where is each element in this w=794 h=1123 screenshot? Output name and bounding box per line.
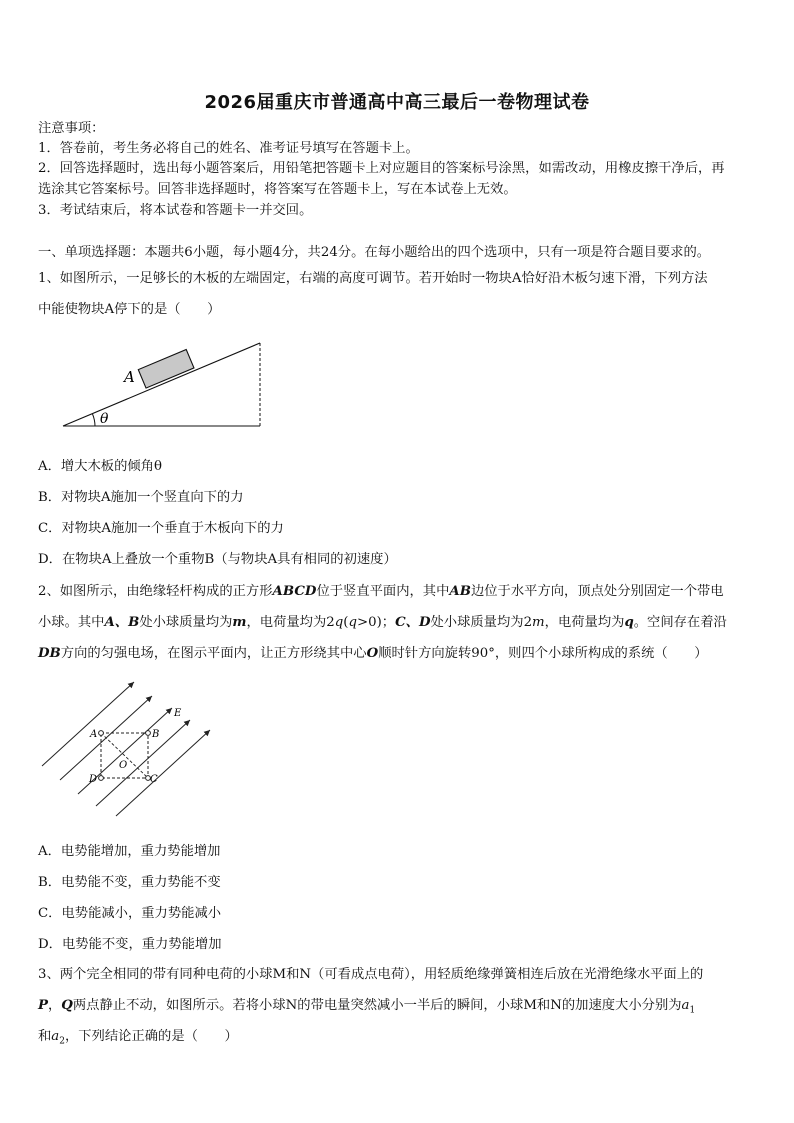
- block-a-label: A: [124, 368, 135, 386]
- q2-text: 处小球质量均为2: [430, 615, 533, 630]
- field-line-1: [42, 682, 134, 766]
- notice-item-2-cont: 选涂其它答案标号。回答非选择题时，将答案写在答题卡上，写在本试卷上无效。: [38, 182, 517, 197]
- q2-option-b: B．电势能不变，重力势能不变: [38, 875, 221, 890]
- q2-text: ，电荷量均为: [544, 615, 625, 630]
- q3-stem-line1: 3、两个完全相同的带有同种电荷的小球M和N（可看成点电荷），用轻质绝缘弹簧相连后放在光滑绝缘水平面上的: [38, 967, 704, 982]
- incline-figure: [58, 338, 278, 438]
- notice-item-1: 1．答卷前，考生务必将自己的姓名、准考证号填写在答题卡上。: [38, 141, 419, 156]
- q2-stem-line2: [38, 614, 758, 632]
- q2-option-c: C．电势能减小，重力势能减小: [38, 906, 222, 921]
- q2-text: q: [348, 615, 357, 630]
- q2-text: >0)；: [356, 615, 396, 630]
- q2-text: DB: [38, 646, 61, 661]
- ball-a: [99, 731, 104, 736]
- q2-text: ，电荷量均为2: [246, 615, 335, 630]
- q3-text: a: [681, 998, 690, 1013]
- q3-stem-line2: [38, 997, 758, 1020]
- angle-theta-label: θ: [100, 411, 109, 427]
- q3-text: 和: [38, 1029, 52, 1044]
- notice-heading: 注意事项：: [38, 121, 105, 136]
- q2-text: 2、如图所示，由绝缘轻杆构成的正方形: [38, 584, 273, 599]
- ball-b: [146, 731, 151, 736]
- q1-option-a: A．增大木板的倾角θ: [38, 459, 162, 474]
- q2-option-a: A．电势能增加，重力势能增加: [38, 844, 221, 859]
- field-line-5: [116, 730, 210, 816]
- q2-text: 顺时针方向旋转90°，则四个小球所构成的系统（ ）: [378, 646, 708, 661]
- q1-option-d: D．在物块A上叠放一个重物B（与物块A具有相同的初速度）: [38, 552, 397, 567]
- q2-text: 方向的匀强电场，在图示平面内，让正方形绕其中心: [60, 646, 367, 661]
- q2-option-d: D．电势能不变，重力势能增加: [38, 937, 222, 952]
- label-o: O: [119, 760, 128, 771]
- q3-text: ，: [48, 998, 62, 1013]
- q2-text: m: [532, 615, 545, 630]
- notice-item-2: 2．回答选择题时，选出每小题答案后，用铅笔把答题卡上对应题目的答案标号涂黑，如需改动，用橡皮擦干净后，再: [38, 161, 725, 176]
- label-a: A: [90, 729, 98, 740]
- q3-text: 两点静止不动，如图所示。若将小球N的带电量突然减小一半后的瞬间，小球M和N的加速度大小分别为: [72, 998, 682, 1013]
- section-heading: 一、单项选择题：本题共6小题，每小题4分，共24分。在每小题给出的四个选项中，只有一项是符合题目要求的。: [38, 245, 711, 260]
- incline-board: [63, 343, 260, 426]
- q2-text: m: [232, 615, 247, 630]
- q2-stem-line3: [38, 645, 758, 663]
- q2-text: q: [334, 615, 344, 630]
- field-square-figure: [38, 678, 238, 818]
- q1-option-c: C．对物块A施加一个垂直于木板向下的力: [38, 521, 284, 536]
- q2-text: q: [624, 615, 634, 630]
- label-b: B: [152, 729, 160, 740]
- q1-stem-line1: 1、如图所示，一足够长的木板的左端固定，右端的高度可调节。若开始时一物块A恰好沿木板匀速下滑，下列方法: [38, 271, 708, 286]
- q1-stem-line2: 中能使物块A停下的是（ ）: [38, 302, 221, 317]
- q3-text: Q: [61, 998, 73, 1013]
- ball-d: [99, 776, 104, 781]
- q1-option-b: B．对物块A施加一个竖直向下的力: [38, 490, 244, 505]
- q2-text: 位于竖直平面内，其中: [316, 584, 450, 599]
- q3-stem-line3: [38, 1028, 758, 1051]
- label-d: D: [89, 774, 98, 785]
- q2-text: 小球。其中: [38, 615, 105, 630]
- q2-text: A、B: [104, 615, 140, 630]
- page-title: 2026届重庆市普通高中高三最后一卷物理试卷: [204, 92, 590, 113]
- label-e: E: [174, 708, 182, 719]
- diagonal-ac: [101, 733, 148, 778]
- q2-text: ABCD: [272, 584, 317, 599]
- q3-text: 1: [689, 1005, 696, 1016]
- label-c: C: [150, 774, 158, 785]
- q3-text: P: [38, 998, 48, 1013]
- q3-text: ，下列结论正确的是（ ）: [64, 1029, 238, 1044]
- q2-text: 。空间存在着沿: [633, 615, 727, 630]
- q2-stem-line1: [38, 583, 758, 601]
- q3-text: a: [51, 1029, 60, 1044]
- q2-text: O: [366, 646, 379, 661]
- angle-arc: [93, 414, 96, 426]
- notice-item-3: 3．考试结束后，将本试卷和答题卡一并交回。: [38, 203, 313, 218]
- q2-text: 处小球质量均为: [139, 615, 233, 630]
- q2-text: AB: [449, 584, 471, 599]
- q2-text: C、D: [395, 615, 431, 630]
- q2-text: (: [343, 615, 349, 630]
- q3-text: 2: [59, 1036, 65, 1047]
- q2-text: 边位于水平方向，顶点处分别固定一个带电: [470, 584, 724, 599]
